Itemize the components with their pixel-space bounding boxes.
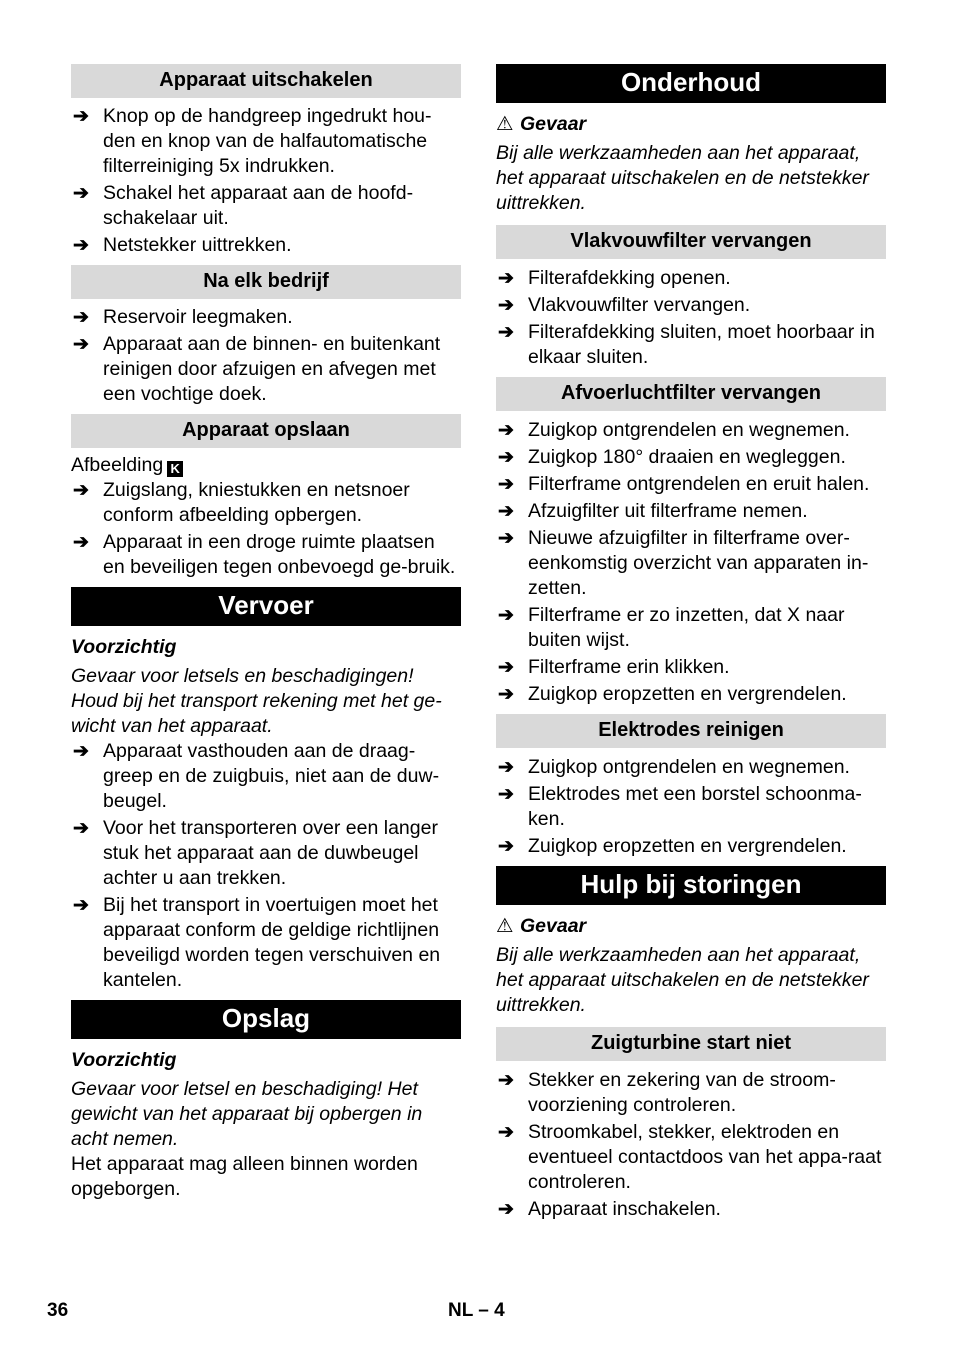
list-item <box>71 478 461 528</box>
list-item-text: Zuigkop eropzetten en vergrendelen. <box>528 683 847 705</box>
list-item <box>496 418 886 443</box>
list-item <box>496 1068 886 1118</box>
list-item-text: Vlakvouwfilter vervangen. <box>528 294 751 316</box>
list-item <box>496 472 886 497</box>
arrow-icon: ➔ <box>498 657 514 678</box>
warning-triangle-icon: ⚠ <box>496 113 514 135</box>
list-item <box>496 655 886 680</box>
chapter-heading: Onderhoud <box>496 64 886 103</box>
list-item <box>71 305 461 330</box>
arrow-icon: ➔ <box>498 322 514 343</box>
list-item-text: Afzuigfilter uit filterframe nemen. <box>528 500 808 522</box>
list-item <box>71 530 461 580</box>
section-heading: Apparaat opslaan <box>71 414 461 448</box>
arrow-icon: ➔ <box>498 528 514 549</box>
list-item-text: Reservoir leegmaken. <box>103 306 293 328</box>
list-item <box>496 320 886 370</box>
list-item-text: Bij het transport in voertuigen moet het apparaat conform de geldige richtlijnen beveiligd worden tegen verschuiven en kantelen. <box>103 894 441 991</box>
arrow-icon: ➔ <box>73 895 89 916</box>
list-item <box>496 266 886 291</box>
arrow-icon: ➔ <box>498 268 514 289</box>
list-item <box>496 526 886 601</box>
section-heading: Na elk bedrijf <box>71 265 461 299</box>
list-item-text: Filterframe ontgrendelen en eruit halen. <box>528 473 870 495</box>
arrow-icon: ➔ <box>498 1070 514 1091</box>
list-item <box>496 445 886 470</box>
section-heading: Vlakvouwfilter vervangen <box>496 225 886 259</box>
arrow-icon: ➔ <box>498 1122 514 1143</box>
list-item <box>496 603 886 653</box>
list-item-text: Schakel het apparaat aan de hoofd-schakelaar uit. <box>103 182 414 229</box>
list-item-text: Voor het transporteren over een langer stuk het apparaat aan de duwbeugel achter u aan trekken. <box>103 817 438 889</box>
list-item <box>496 834 886 859</box>
page-number: 36 <box>47 1300 69 1321</box>
list-item-text: Filterafdekking openen. <box>528 267 731 289</box>
list-item <box>496 499 886 524</box>
chapter-heading: Vervoer <box>71 587 461 626</box>
left-column <box>71 64 461 1202</box>
list-item <box>496 755 886 780</box>
list-item <box>71 181 461 231</box>
list-item-text: Filterframe er zo inzetten, dat X naar buiten wijst. <box>528 604 845 651</box>
arrow-icon: ➔ <box>498 684 514 705</box>
list-item-text: Stroomkabel, stekker, elektroden en eventueel contactdoos van het appa-raat controleren. <box>528 1121 882 1193</box>
danger-title-line <box>496 914 886 939</box>
list-item-text: Zuigkop eropzetten en vergrendelen. <box>528 835 847 857</box>
list-item <box>496 1120 886 1195</box>
list-item-text: Zuigkop ontgrendelen en wegnemen. <box>528 756 850 778</box>
chapter-heading: Opslag <box>71 1000 461 1039</box>
danger-text: Bij alle werkzaamheden aan het apparaat, het apparaat uitschakelen en de netstekker uittrekken. <box>496 142 869 214</box>
list-item-text: Netstekker uittrekken. <box>103 234 292 256</box>
arrow-icon: ➔ <box>73 818 89 839</box>
step-list <box>496 266 886 370</box>
list-item-text: Knop op de handgreep ingedrukt hou-den en knop van de halfautomatische filterreiniging 5x indrukken. <box>103 105 432 177</box>
list-item <box>71 816 461 891</box>
language-page-label: NL – 4 <box>448 1300 505 1321</box>
danger-text: Bij alle werkzaamheden aan het apparaat, het apparaat uitschakelen en de netstekker uittrekken. <box>496 944 869 1016</box>
warning-triangle-icon: ⚠ <box>496 915 514 937</box>
list-item <box>496 1197 886 1222</box>
caution-text: Gevaar voor letsel en beschadiging! Het gewicht van het apparaat bij opbergen in acht nemen. <box>71 1078 423 1150</box>
figure-reference <box>71 453 461 478</box>
list-item-text: Zuigslang, kniestukken en netsnoer conform afbeelding opbergen. <box>103 479 410 526</box>
arrow-icon: ➔ <box>498 605 514 626</box>
list-item-text: Apparaat vasthouden aan de draag-greep en de zuigbuis, niet aan de duw-beugel. <box>103 740 440 812</box>
right-column <box>496 64 886 1224</box>
list-item <box>71 332 461 407</box>
arrow-icon: ➔ <box>73 334 89 355</box>
danger-title: Gevaar <box>520 113 587 135</box>
arrow-icon: ➔ <box>73 307 89 328</box>
figure-label: Afbeelding <box>71 454 164 476</box>
list-item <box>496 782 886 832</box>
body-text: Het apparaat mag alleen binnen worden opgeborgen. <box>71 1153 418 1200</box>
section-heading: Apparaat uitschakelen <box>71 64 461 98</box>
list-item <box>71 233 461 258</box>
arrow-icon: ➔ <box>498 447 514 468</box>
list-item-text: Nieuwe afzuigfilter in filterframe over-eenkomstig overzicht van apparaten in-zetten. <box>528 527 869 599</box>
arrow-icon: ➔ <box>498 501 514 522</box>
list-item-text: Filterafdekking sluiten, moet hoorbaar in elkaar sluiten. <box>528 321 875 368</box>
step-list <box>71 104 461 258</box>
list-item <box>71 739 461 814</box>
arrow-icon: ➔ <box>73 741 89 762</box>
caution-text: Gevaar voor letsels en beschadigingen! Houd bij het transport rekening met het ge-wicht van het apparaat. <box>71 665 442 737</box>
section-heading: Afvoerluchtfilter vervangen <box>496 377 886 411</box>
step-list <box>496 755 886 859</box>
danger-title: Gevaar <box>520 915 587 937</box>
arrow-icon: ➔ <box>498 757 514 778</box>
step-list <box>496 418 886 707</box>
list-item-text: Apparaat aan de binnen- en buitenkant reinigen door afzuigen en afvegen met een vochtige doek. <box>103 333 441 405</box>
step-list <box>71 478 461 580</box>
section-heading: Zuigturbine start niet <box>496 1027 886 1061</box>
arrow-icon: ➔ <box>73 106 89 127</box>
arrow-icon: ➔ <box>498 474 514 495</box>
list-item-text: Apparaat in een droge ruimte plaatsen en beveiligen tegen onbevoegd ge-bruik. <box>103 531 456 578</box>
arrow-icon: ➔ <box>498 784 514 805</box>
list-item-text: Zuigkop 180° draaien en wegleggen. <box>528 446 846 468</box>
step-list <box>496 1068 886 1222</box>
list-item <box>496 293 886 318</box>
caution-title: Voorzichtig <box>71 1049 177 1071</box>
danger-title-line <box>496 112 886 137</box>
list-item-text: Filterframe erin klikken. <box>528 656 730 678</box>
section-heading: Elektrodes reinigen <box>496 714 886 748</box>
arrow-icon: ➔ <box>73 480 89 501</box>
step-list <box>71 305 461 407</box>
chapter-heading: Hulp bij storingen <box>496 866 886 905</box>
list-item <box>71 104 461 179</box>
arrow-icon: ➔ <box>73 183 89 204</box>
list-item-text: Elektrodes met een borstel schoonma-ken. <box>528 783 862 830</box>
caution-title: Voorzichtig <box>71 636 177 658</box>
arrow-icon: ➔ <box>498 295 514 316</box>
step-list <box>71 739 461 993</box>
arrow-icon: ➔ <box>73 235 89 256</box>
figure-ref-badge: K <box>167 461 183 477</box>
arrow-icon: ➔ <box>498 1199 514 1220</box>
list-item-text: Zuigkop ontgrendelen en wegnemen. <box>528 419 850 441</box>
arrow-icon: ➔ <box>498 836 514 857</box>
list-item-text: Apparaat inschakelen. <box>528 1198 721 1220</box>
arrow-icon: ➔ <box>498 420 514 441</box>
arrow-icon: ➔ <box>73 532 89 553</box>
list-item-text: Stekker en zekering van de stroom-voorziening controleren. <box>528 1069 836 1116</box>
list-item <box>496 682 886 707</box>
list-item <box>71 893 461 993</box>
